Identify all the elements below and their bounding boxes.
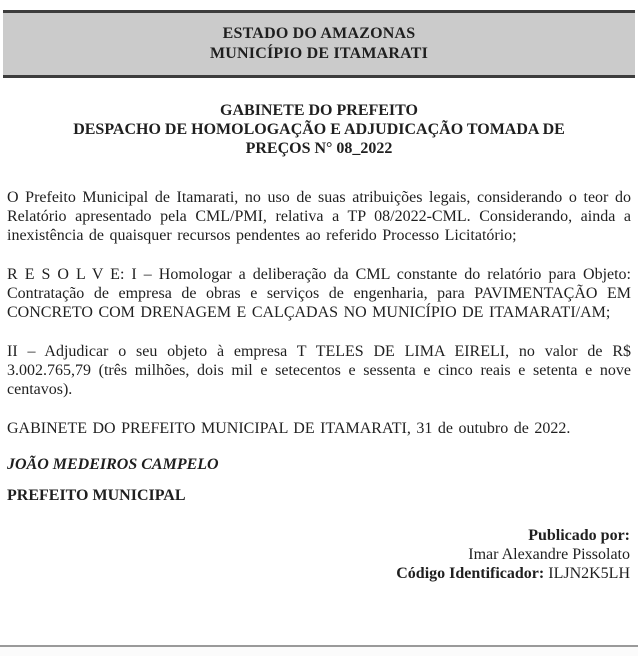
bottom-divider bbox=[0, 645, 638, 647]
identifier-code: ILJN2K5LH bbox=[548, 565, 630, 582]
document-body bbox=[7, 188, 631, 438]
bottom-strip bbox=[0, 647, 638, 656]
paragraph-dateline: GABINETE DO PREFEITO MUNICIPAL DE ITAMARATI, 31 de outubro de 2022. bbox=[7, 420, 571, 437]
letterhead-state: ESTADO DO AMAZONAS bbox=[222, 25, 416, 42]
dispatch-title: DESPACHO DE HOMOLOGAÇÃO E ADJUDICAÇÃO TOMADA DE PREÇOS N° 08_2022 bbox=[73, 121, 565, 157]
paragraph-resolve-homologation: R E S O L V E: I – Homologar a deliberação da CML constante do relatório para Objeto: Contratação de empresa de obras e serviços de engenharia, para PAVIMENTAÇÃO EM CONCRETO COM DRENAGEM E CALÇADAS NO MUNICÍPIO DE ITAMARATI/AM; bbox=[7, 266, 631, 321]
paragraph-adjudication: II – Adjudicar o seu objeto à empresa T TELES DE LIMA EIRELI, no valor de R$ 3.002.765,79 (três milhões, dois mil e setecentos e sessenta e cinco reais e setenta e nove centavos). bbox=[7, 343, 631, 398]
department-heading: GABINETE DO PREFEITO bbox=[220, 102, 418, 119]
identifier-label: Código Identificador: bbox=[396, 565, 545, 582]
publication-footer bbox=[7, 526, 630, 583]
document-title bbox=[49, 101, 589, 158]
identifier-line bbox=[7, 564, 630, 583]
paragraph-preamble: O Prefeito Municipal de Itamarati, no uso de suas atribuições legais, considerando o teor do Relatório apresentado pela CML/PMI, relativa a TP 08/2022-CML. Considerando, ainda a inexistência de quaisquer recursos pendentes ao referido Processo Licitatório; bbox=[7, 189, 631, 244]
letterhead-banner bbox=[3, 10, 635, 78]
letterhead-municipality: MUNICÍPIO DE ITAMARATI bbox=[209, 45, 429, 62]
published-by-name: Imar Alexandre Pissolato bbox=[468, 546, 630, 563]
signature-role: PREFEITO MUNICIPAL bbox=[7, 487, 186, 504]
signature-name: JOÃO MEDEIROS CAMPELO bbox=[7, 456, 219, 473]
published-by-label: Publicado por: bbox=[528, 527, 630, 544]
